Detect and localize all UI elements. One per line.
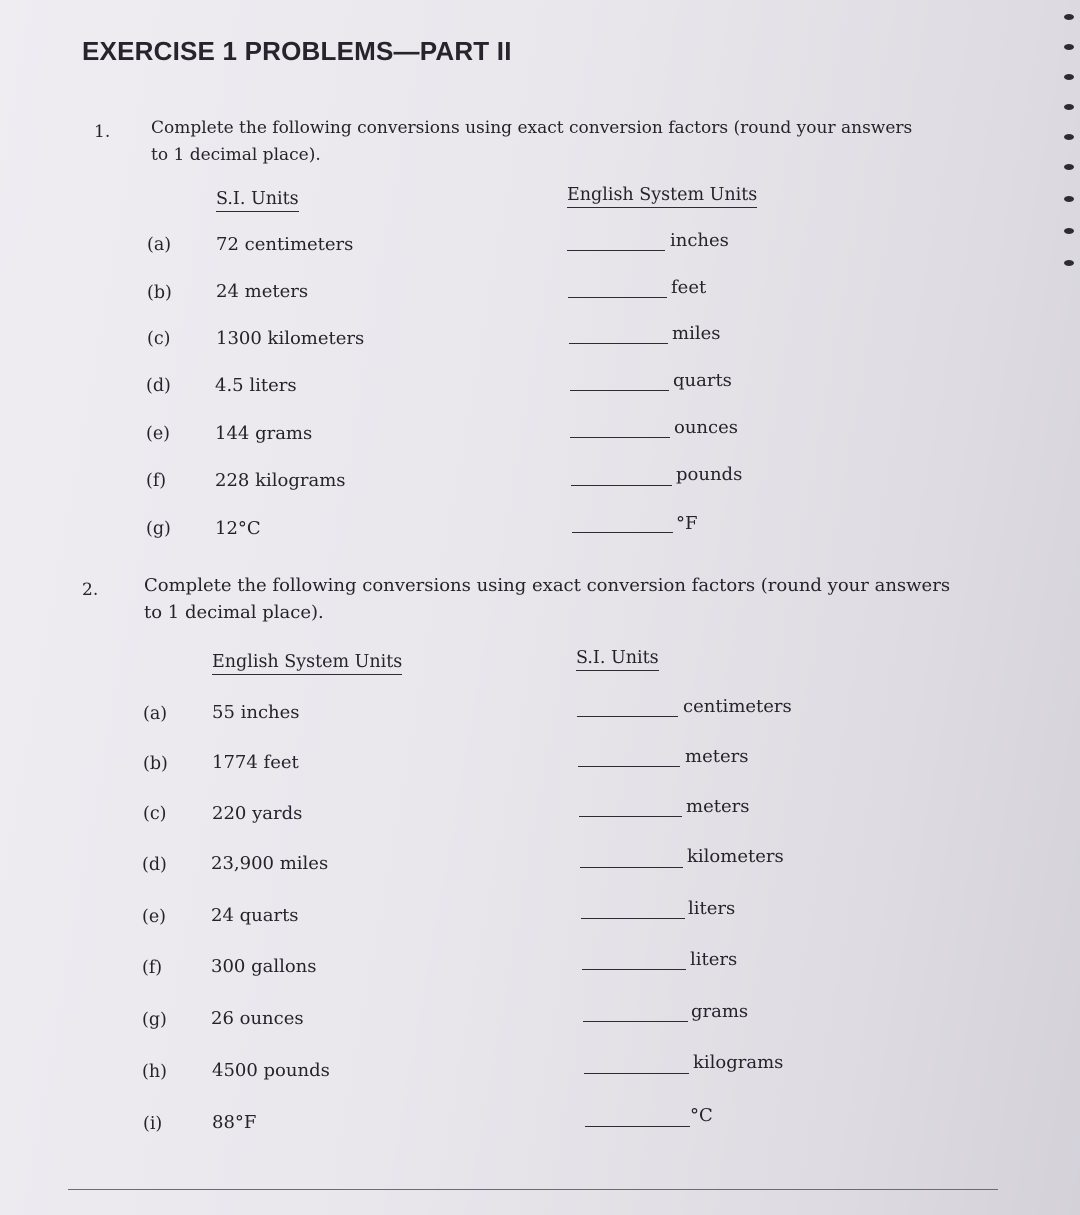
row-letter: (c): [147, 329, 171, 349]
row-unit: kilometers: [687, 846, 784, 867]
problem-2-right-header: S.I. Units: [576, 648, 659, 671]
row-unit: meters: [685, 746, 749, 767]
row-unit: liters: [690, 949, 738, 970]
row-unit: °F: [676, 513, 698, 534]
problem-1-left-header: S.I. Units: [216, 189, 299, 212]
binding-hole: [1064, 104, 1074, 110]
row-letter: (b): [143, 754, 168, 774]
binding-hole: [1064, 196, 1074, 202]
row-letter: (a): [147, 235, 172, 255]
row-letter: (i): [143, 1114, 163, 1134]
row-value: 23,900 miles: [211, 853, 329, 874]
row-unit: miles: [672, 323, 721, 344]
row-value: 55 inches: [212, 702, 300, 723]
row-unit: meters: [686, 796, 750, 817]
answer-blank[interactable]: [580, 867, 683, 868]
binding-hole: [1064, 74, 1074, 80]
problem-1-number: 1.: [94, 122, 111, 142]
page-title: EXERCISE 1 PROBLEMS—PART II: [82, 36, 512, 66]
problem-1-instruction: [151, 115, 912, 169]
row-value: 4.5 liters: [215, 375, 297, 396]
answer-blank[interactable]: [571, 485, 672, 486]
row-value: 1774 feet: [212, 752, 299, 773]
row-unit: pounds: [676, 464, 743, 485]
answer-blank[interactable]: [569, 343, 668, 344]
row-unit: feet: [671, 277, 707, 298]
answer-blank[interactable]: [578, 766, 680, 767]
row-value: 144 grams: [215, 423, 313, 444]
row-value: 72 centimeters: [216, 234, 354, 255]
row-unit: ounces: [674, 417, 738, 438]
row-letter: (g): [142, 1010, 167, 1030]
row-letter: (f): [146, 471, 167, 491]
row-value: 12°C: [215, 518, 261, 539]
answer-blank[interactable]: [584, 1073, 689, 1074]
row-value: 228 kilograms: [215, 470, 346, 491]
row-unit: inches: [670, 230, 729, 251]
problem-2-instruction-line-1: Complete the following conversions using exact conversion factors (round your answers: [144, 575, 951, 596]
row-unit: grams: [691, 1001, 749, 1022]
row-unit: quarts: [673, 370, 732, 391]
answer-blank[interactable]: [581, 918, 685, 919]
row-value: 4500 pounds: [212, 1060, 330, 1081]
row-value: 1300 kilometers: [216, 328, 365, 349]
binding-hole: [1064, 44, 1074, 50]
row-value: 24 meters: [216, 281, 309, 302]
spiral-binding: [1052, 0, 1080, 300]
row-letter: (f): [142, 958, 163, 978]
row-value: 24 quarts: [211, 905, 299, 926]
row-unit: kilograms: [693, 1052, 784, 1073]
row-value: 88°F: [212, 1112, 257, 1133]
binding-hole: [1064, 14, 1074, 20]
answer-blank[interactable]: [570, 390, 669, 391]
row-letter: (e): [146, 424, 171, 444]
answer-blank[interactable]: [579, 816, 682, 817]
answer-blank[interactable]: [585, 1126, 690, 1127]
binding-hole: [1064, 134, 1074, 140]
footer-rule: [68, 1189, 998, 1190]
row-value: 300 gallons: [211, 956, 317, 977]
row-letter: (b): [147, 283, 172, 303]
binding-hole: [1064, 228, 1074, 234]
binding-hole: [1064, 260, 1074, 266]
answer-blank[interactable]: [582, 969, 686, 970]
answer-blank[interactable]: [577, 716, 678, 717]
problem-1-right-header: English System Units: [567, 185, 757, 208]
problem-2-instruction: [144, 572, 950, 626]
row-letter: (c): [143, 804, 167, 824]
row-value: 26 ounces: [211, 1008, 304, 1029]
row-unit: liters: [688, 898, 736, 919]
answer-blank[interactable]: [567, 250, 665, 251]
answer-blank[interactable]: [570, 437, 670, 438]
row-unit: centimeters: [683, 696, 792, 717]
problem-2-number: 2.: [82, 580, 99, 600]
row-letter: (d): [142, 855, 167, 875]
problem-2-instruction-line-2: to 1 decimal place).: [144, 602, 324, 623]
row-value: 220 yards: [212, 803, 303, 824]
answer-blank[interactable]: [572, 532, 673, 533]
answer-blank[interactable]: [583, 1021, 688, 1022]
row-letter: (g): [146, 519, 171, 539]
problem-1-instruction-line-2: to 1 decimal place).: [151, 145, 321, 165]
row-letter: (d): [146, 376, 171, 396]
row-letter: (e): [142, 907, 167, 927]
row-letter: (h): [142, 1062, 167, 1082]
row-unit: °C: [690, 1105, 713, 1126]
answer-blank[interactable]: [568, 297, 667, 298]
problem-1-instruction-line-1: Complete the following conversions using exact conversion factors (round your answers: [151, 118, 913, 138]
problem-2-left-header: English System Units: [212, 652, 402, 675]
binding-hole: [1064, 164, 1074, 170]
row-letter: (a): [143, 704, 168, 724]
